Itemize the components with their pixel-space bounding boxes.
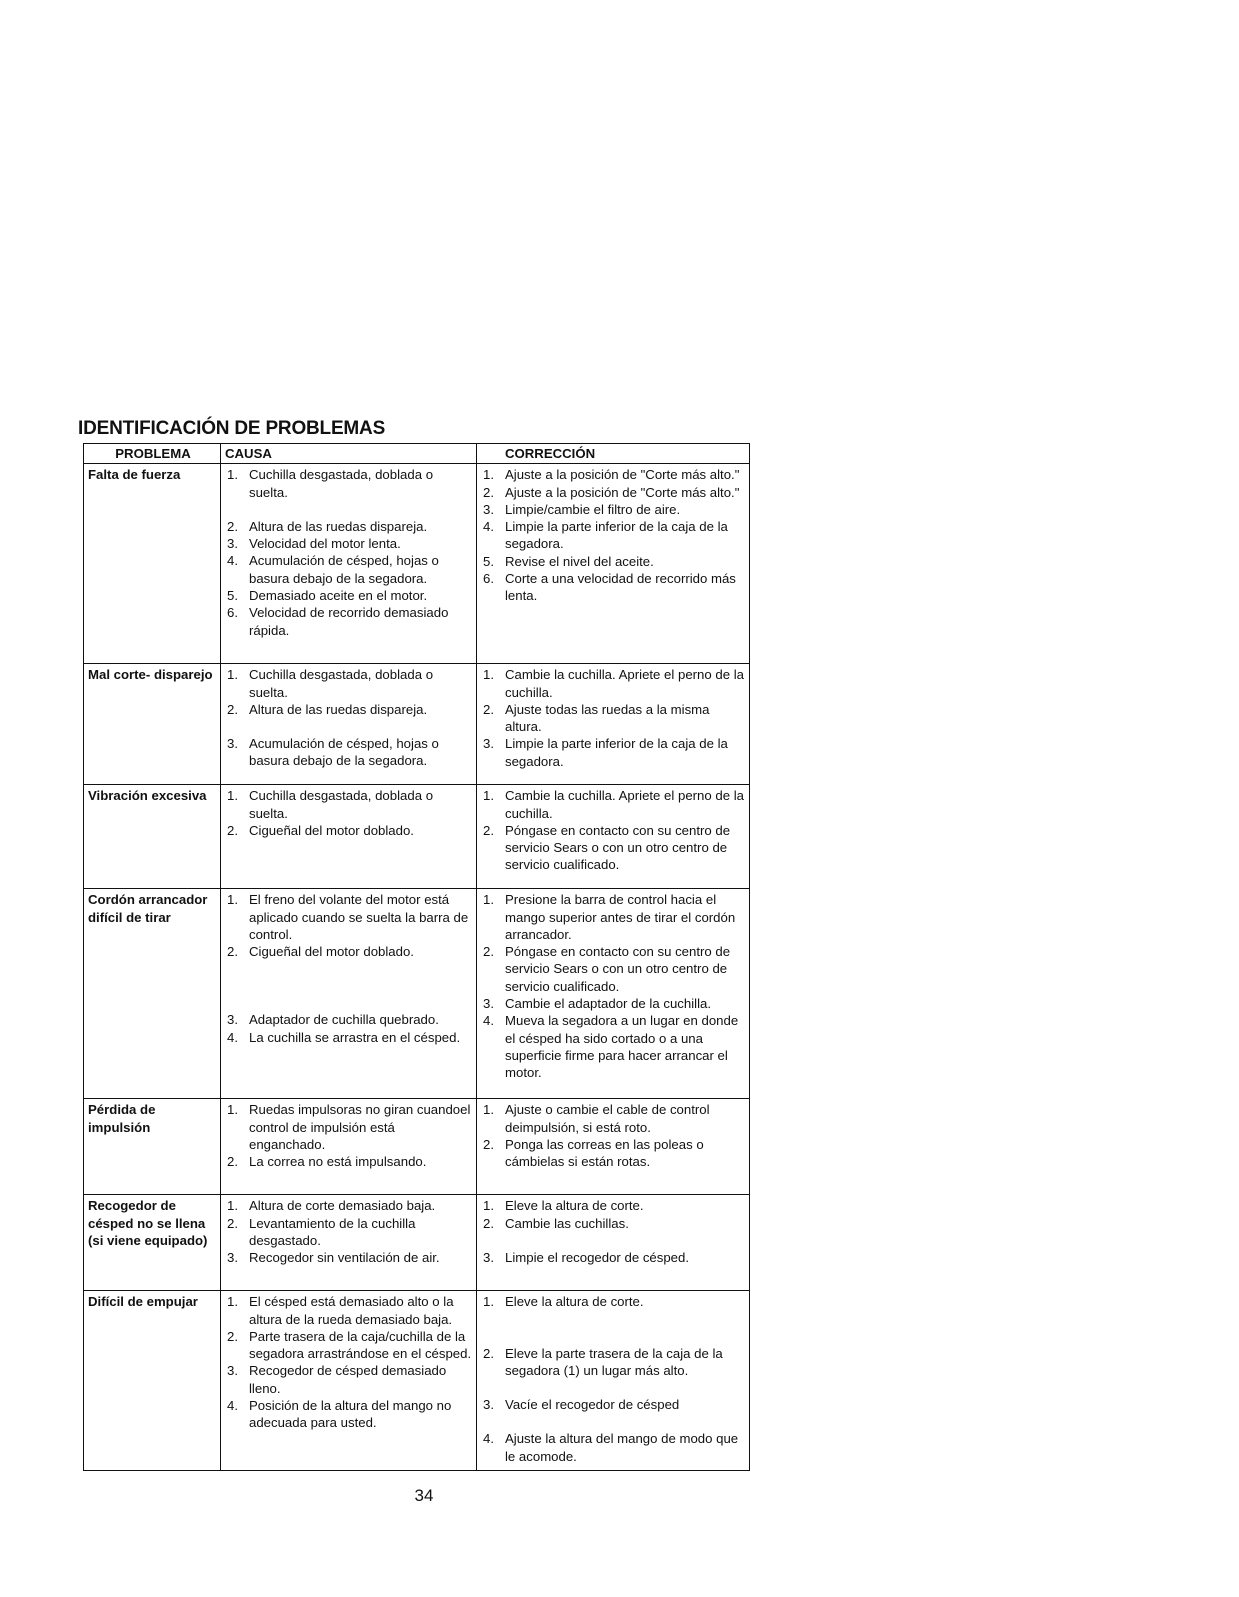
- problem-cell: Difícil de empujar: [84, 1291, 221, 1471]
- list-item: [481, 701, 747, 736]
- cause-cell: [221, 1195, 477, 1291]
- list-item: [481, 1396, 747, 1413]
- list-item: [225, 891, 474, 943]
- item-number: 3.: [483, 736, 494, 752]
- list-item: [225, 466, 474, 501]
- list-item: [481, 1249, 747, 1266]
- list-item: [225, 1101, 474, 1153]
- list-item: [481, 995, 747, 1012]
- cause-text: Parte trasera de la caja/cuchilla de la segadora arrastrándose en el césped.: [249, 1328, 472, 1362]
- item-number: 2.: [227, 518, 238, 534]
- list-item: [225, 1029, 474, 1046]
- cause-list: [225, 787, 474, 839]
- correction-cell: [477, 1195, 750, 1291]
- correction-text: Póngase en contacto con su centro de servicio Sears o con un otro centro de servicio cualificado.: [505, 944, 731, 994]
- cause-cell: [221, 1291, 477, 1471]
- cause-cell: [221, 889, 477, 1099]
- correction-text: Cambie la cuchilla. Apriete el perno de la cuchilla.: [505, 667, 744, 700]
- problem-cell: Cordón arrancador difícil de tirar: [84, 889, 221, 1099]
- correction-cell: [477, 664, 750, 785]
- correction-text: Ajuste la altura del mango de modo que le acomode.: [505, 1431, 739, 1464]
- item-number: 1.: [483, 1198, 494, 1214]
- correction-list: [481, 891, 747, 1081]
- item-number: 1.: [483, 667, 494, 683]
- correction-text: Póngase en contacto con su centro de servicio Sears o con un otro centro de servicio cualificado.: [505, 822, 731, 873]
- cause-list: [225, 466, 474, 639]
- correction-text: Corte a una velocidad de recorrido más lenta.: [505, 571, 736, 604]
- list-item: [481, 943, 747, 995]
- cause-text: Cigueñal del motor doblado.: [249, 944, 414, 960]
- list-item: [225, 1293, 474, 1328]
- correction-cell: [477, 889, 750, 1099]
- problem-cell: Mal corte- disparejo: [84, 664, 221, 785]
- list-item: [481, 1430, 747, 1465]
- list-item: [481, 735, 747, 770]
- item-number: 4.: [483, 519, 494, 535]
- list-item: [225, 1328, 474, 1363]
- correction-text: Eleve la altura de corte.: [505, 1294, 644, 1310]
- item-number: 1.: [227, 788, 238, 804]
- cause-list: [225, 1293, 474, 1431]
- list-item: [481, 501, 747, 518]
- item-number: 5.: [483, 553, 494, 569]
- item-number: 2.: [483, 1345, 494, 1361]
- list-item: [481, 1012, 747, 1081]
- item-number: 2.: [483, 822, 494, 838]
- cause-text: Adaptador de cuchilla quebrado.: [249, 1012, 439, 1028]
- list-item: [225, 552, 474, 587]
- list-item: [481, 570, 747, 605]
- item-number: 3.: [483, 996, 494, 1012]
- list-item: [225, 1197, 474, 1214]
- table-row: [84, 664, 750, 785]
- item-number: 4.: [483, 1431, 494, 1447]
- problem-cell: Pérdida de impulsión: [84, 1099, 221, 1195]
- list-item: [225, 1215, 474, 1250]
- problem-cell: Recogedor de césped no se llena (si viene equipado): [84, 1195, 221, 1291]
- list-item: [481, 1215, 747, 1232]
- item-number: 1.: [227, 1198, 238, 1214]
- cause-text: Demasiado aceite en el motor.: [249, 588, 428, 604]
- troubleshooting-table: [83, 443, 750, 1471]
- list-item: [481, 787, 747, 822]
- item-number: 4.: [227, 553, 238, 569]
- cause-text: Recogedor de césped demasiado lleno.: [249, 1363, 447, 1396]
- list-item: [481, 1197, 747, 1214]
- item-number: 3.: [483, 1249, 494, 1265]
- item-number: 4.: [227, 1398, 238, 1414]
- item-number: 1.: [227, 1102, 238, 1118]
- correction-list: [481, 666, 747, 770]
- cause-text: Cuchilla desgastada, doblada o suelta.: [249, 667, 434, 700]
- list-item: [225, 822, 474, 839]
- cause-list: [225, 1101, 474, 1170]
- table-row: [84, 889, 750, 1099]
- header-correction: CORRECCIÓN: [477, 444, 750, 464]
- correction-text: Ajuste todas las ruedas a la misma altura.: [505, 701, 710, 735]
- item-number: 3.: [227, 736, 238, 752]
- correction-text: Limpie/cambie el filtro de aire.: [505, 501, 681, 517]
- correction-text: Limpie la parte inferior de la caja de la segadora.: [505, 736, 728, 769]
- correction-cell: [477, 1099, 750, 1195]
- cause-list: [225, 666, 474, 769]
- cause-text: Cuchilla desgastada, doblada o suelta.: [249, 467, 434, 500]
- item-number: 1.: [227, 467, 238, 483]
- correction-list: [481, 1101, 747, 1170]
- list-item: [225, 604, 474, 639]
- cause-text: Cuchilla desgastada, doblada o suelta.: [249, 788, 434, 821]
- list-item: [481, 553, 747, 570]
- page-number: 34: [414, 1486, 434, 1505]
- cause-text: El césped está demasiado alto o la altura de la rueda demasiado baja.: [249, 1294, 454, 1327]
- correction-text: Revise el nivel del aceite.: [505, 553, 654, 569]
- item-number: 2.: [483, 944, 494, 960]
- correction-text: Limpie la parte inferior de la caja de la segadora.: [505, 519, 728, 552]
- list-item: [481, 822, 747, 874]
- list-item: [225, 518, 474, 535]
- list-item: [481, 1136, 747, 1171]
- cause-text: Levantamiento de la cuchilla desgastado.: [249, 1215, 416, 1248]
- item-number: 3.: [227, 1363, 238, 1379]
- list-item: [481, 1101, 747, 1136]
- correction-list: [481, 787, 747, 873]
- cause-text: Acumulación de césped, hojas o basura debajo de la segadora.: [249, 736, 439, 769]
- list-item: [225, 1249, 474, 1266]
- item-number: 2.: [227, 701, 238, 717]
- item-number: 6.: [227, 605, 238, 621]
- list-item: [225, 735, 474, 770]
- correction-cell: [477, 785, 750, 889]
- cause-text: Posición de la altura del mango no adecuada para usted.: [249, 1398, 452, 1431]
- item-number: 5.: [227, 588, 238, 604]
- correction-list: [481, 466, 747, 604]
- correction-cell: [477, 464, 750, 664]
- correction-text: Vacíe el recogedor de césped: [505, 1397, 680, 1413]
- item-number: 3.: [227, 1012, 238, 1028]
- correction-text: Eleve la altura de corte.: [505, 1198, 644, 1214]
- correction-text: Ponga las correas en las poleas o cámbielas si están rotas.: [505, 1136, 704, 1170]
- table-row: [84, 1099, 750, 1195]
- list-item: [481, 518, 747, 553]
- item-number: 2.: [227, 944, 238, 960]
- cause-text: Velocidad del motor lenta.: [249, 536, 401, 552]
- item-number: 2.: [483, 484, 494, 500]
- correction-list: [481, 1197, 747, 1266]
- item-number: 1.: [227, 1294, 238, 1310]
- list-item: [225, 701, 474, 718]
- cause-text: Altura de corte demasiado baja.: [249, 1198, 436, 1214]
- item-number: 2.: [227, 1215, 238, 1231]
- correction-text: Limpie el recogedor de césped.: [505, 1249, 690, 1265]
- page-title: IDENTIFICACIÓN DE PROBLEMAS: [78, 418, 386, 439]
- correction-text: Mueva la segadora a un lugar en donde el césped ha sido cortado o a una superficie firme para hacer arrancar el motor.: [505, 1013, 739, 1081]
- item-number: 2.: [227, 1328, 238, 1344]
- cause-text: Altura de las ruedas dispareja.: [249, 701, 428, 717]
- item-number: 2.: [227, 822, 238, 838]
- table-header-row: [84, 444, 750, 464]
- item-number: 3.: [483, 1397, 494, 1413]
- header-cause: CAUSA: [221, 444, 477, 464]
- cause-cell: [221, 785, 477, 889]
- correction-text: Presione la barra de control hacia el mango superior antes de tirar el cordón arrancador.: [505, 892, 736, 942]
- cause-text: Ruedas impulsoras no giran cuandoel control de impulsión está enganchado.: [249, 1102, 471, 1152]
- item-number: 1.: [483, 467, 494, 483]
- list-item: [225, 666, 474, 701]
- cause-list: [225, 891, 474, 1046]
- correction-text: Ajuste o cambie el cable de control deimpulsión, si está roto.: [505, 1102, 710, 1135]
- item-number: 1.: [483, 1294, 494, 1310]
- cause-text: Velocidad de recorrido demasiado rápida.: [249, 605, 449, 638]
- correction-list: [481, 1293, 747, 1465]
- cause-cell: [221, 464, 477, 664]
- item-number: 1.: [227, 667, 238, 683]
- list-item: [225, 787, 474, 822]
- list-item: [481, 466, 747, 483]
- cause-text: Acumulación de césped, hojas o basura debajo de la segadora.: [249, 553, 439, 586]
- cause-list: [225, 1197, 474, 1266]
- list-item: [481, 1345, 747, 1380]
- table-row: [84, 785, 750, 889]
- item-number: 4.: [227, 1029, 238, 1045]
- item-number: 1.: [483, 892, 494, 908]
- correction-text: Ajuste a la posición de "Corte más alto.": [505, 484, 740, 500]
- list-item: [481, 666, 747, 701]
- item-number: 1.: [483, 1102, 494, 1118]
- item-number: 3.: [227, 1250, 238, 1266]
- cause-text: Recogedor sin ventilación de air.: [249, 1250, 440, 1266]
- list-item: [225, 1362, 474, 1397]
- item-number: 2.: [483, 701, 494, 717]
- cause-text: Altura de las ruedas dispareja.: [249, 518, 428, 534]
- problem-cell: Vibración excesiva: [84, 785, 221, 889]
- list-item: [225, 1397, 474, 1432]
- item-number: 3.: [227, 536, 238, 552]
- correction-text: Cambie las cuchillas.: [505, 1215, 629, 1231]
- list-item: [481, 891, 747, 943]
- list-item: [225, 1011, 474, 1028]
- table-row: [84, 464, 750, 664]
- correction-text: Cambie el adaptador de la cuchilla.: [505, 996, 711, 1012]
- cause-text: El freno del volante del motor está aplicado cuando se suelta la barra de control.: [249, 892, 469, 942]
- list-item: [225, 587, 474, 604]
- correction-text: Ajuste a la posición de "Corte más alto.": [505, 467, 740, 483]
- cause-text: La cuchilla se arrastra en el césped.: [249, 1029, 461, 1045]
- problem-cell: Falta de fuerza: [84, 464, 221, 664]
- list-item: [225, 943, 474, 960]
- item-number: 4.: [483, 1013, 494, 1029]
- cause-text: La correa no está impulsando.: [249, 1154, 427, 1170]
- item-number: 2.: [227, 1154, 238, 1170]
- header-problem: PROBLEMA: [84, 444, 221, 464]
- list-item: [481, 484, 747, 501]
- cause-cell: [221, 664, 477, 785]
- list-item: [225, 535, 474, 552]
- item-number: 2.: [483, 1136, 494, 1152]
- item-number: 2.: [483, 1215, 494, 1231]
- list-item: [481, 1293, 747, 1310]
- item-number: 6.: [483, 571, 494, 587]
- list-item: [225, 1153, 474, 1170]
- table-row: [84, 1195, 750, 1291]
- table-row: [84, 1291, 750, 1471]
- item-number: 1.: [227, 892, 238, 908]
- correction-cell: [477, 1291, 750, 1471]
- item-number: 3.: [483, 501, 494, 517]
- cause-cell: [221, 1099, 477, 1195]
- item-number: 1.: [483, 788, 494, 804]
- cause-text: Cigueñal del motor doblado.: [249, 822, 414, 838]
- correction-text: Eleve la parte trasera de la caja de la segadora (1) un lugar más alto.: [505, 1345, 723, 1378]
- correction-text: Cambie la cuchilla. Apriete el perno de la cuchilla.: [505, 788, 744, 821]
